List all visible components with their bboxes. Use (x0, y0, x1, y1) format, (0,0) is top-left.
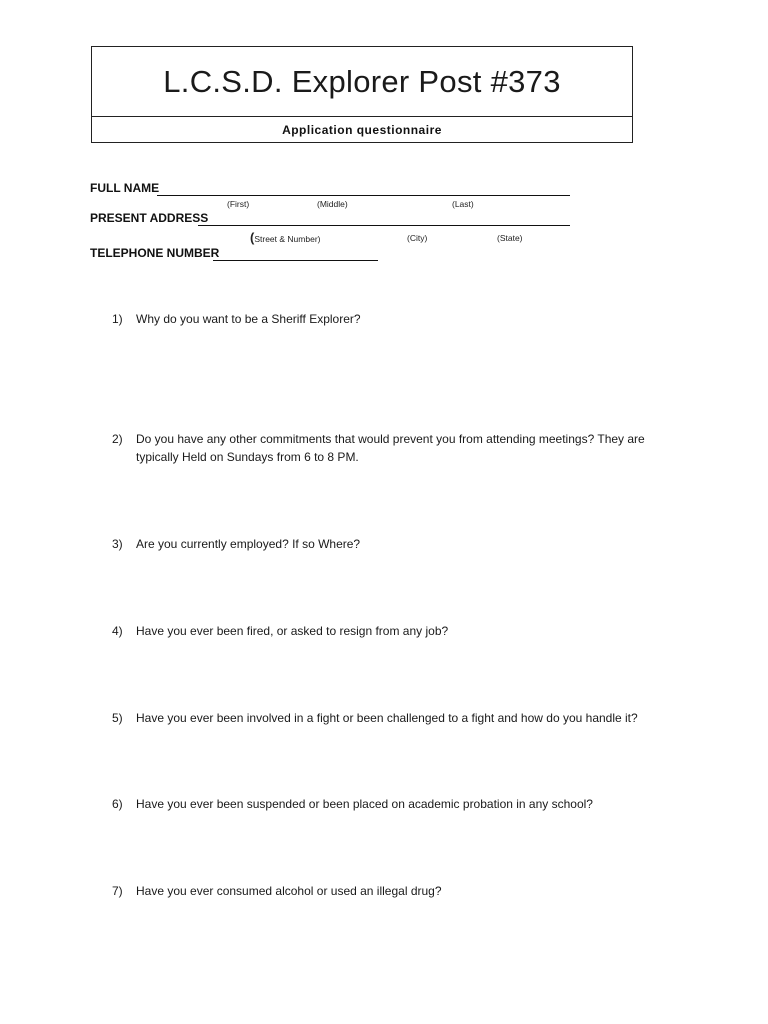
question-number: 5) (112, 711, 123, 725)
page-title: L.C.S.D. Explorer Post #373 (163, 63, 561, 99)
question-text: Have you ever been suspended or been placed on academic probation in any school? (136, 797, 593, 811)
question-text: Have you ever been fired, or asked to resign from any job? (136, 624, 449, 638)
full-name-label: FULL NAME (90, 181, 160, 195)
telephone-field[interactable] (213, 260, 378, 261)
header-table (91, 46, 633, 143)
page-subtitle: Application questionnaire (282, 123, 442, 137)
subtitle-cell (92, 117, 632, 143)
address-hint-street-text: Street & Number) (254, 234, 321, 244)
question-text: Have you ever been involved in a fight or been challenged to a fight and how do you handle it? (136, 711, 638, 725)
question-number: 1) (112, 312, 123, 326)
question-number: 4) (112, 624, 123, 638)
question-number: 6) (112, 797, 123, 811)
full-name-hint-first: (First) (227, 199, 250, 209)
address-hint-city: (City) (407, 233, 428, 243)
question-number: 3) (112, 537, 123, 551)
question-text: Why do you want to be a Sheriff Explorer? (136, 312, 361, 326)
question-number: 2) (112, 432, 123, 446)
present-address-field[interactable] (198, 225, 570, 226)
telephone-label: TELEPHONE NUMBER (90, 246, 220, 260)
question-text: Have you ever consumed alcohol or used an illegal drug? (136, 884, 442, 898)
question-number: 7) (112, 884, 123, 898)
address-hint-open-paren: ( (250, 230, 255, 245)
present-address-label: PRESENT ADDRESS (90, 211, 209, 225)
question-text: Are you currently employed? If so Where? (136, 537, 361, 551)
full-name-hint-middle: (Middle) (317, 199, 348, 209)
question-text: Do you have any other commitments that would prevent you from attending meetings? They are typically Held on Sundays from 6 to 8 PM. (136, 432, 645, 464)
full-name-field[interactable] (157, 195, 570, 196)
full-name-hint-last: (Last) (452, 199, 474, 209)
address-hint-street (250, 230, 320, 245)
title-cell (92, 47, 632, 117)
address-hint-state: (State) (497, 233, 523, 243)
